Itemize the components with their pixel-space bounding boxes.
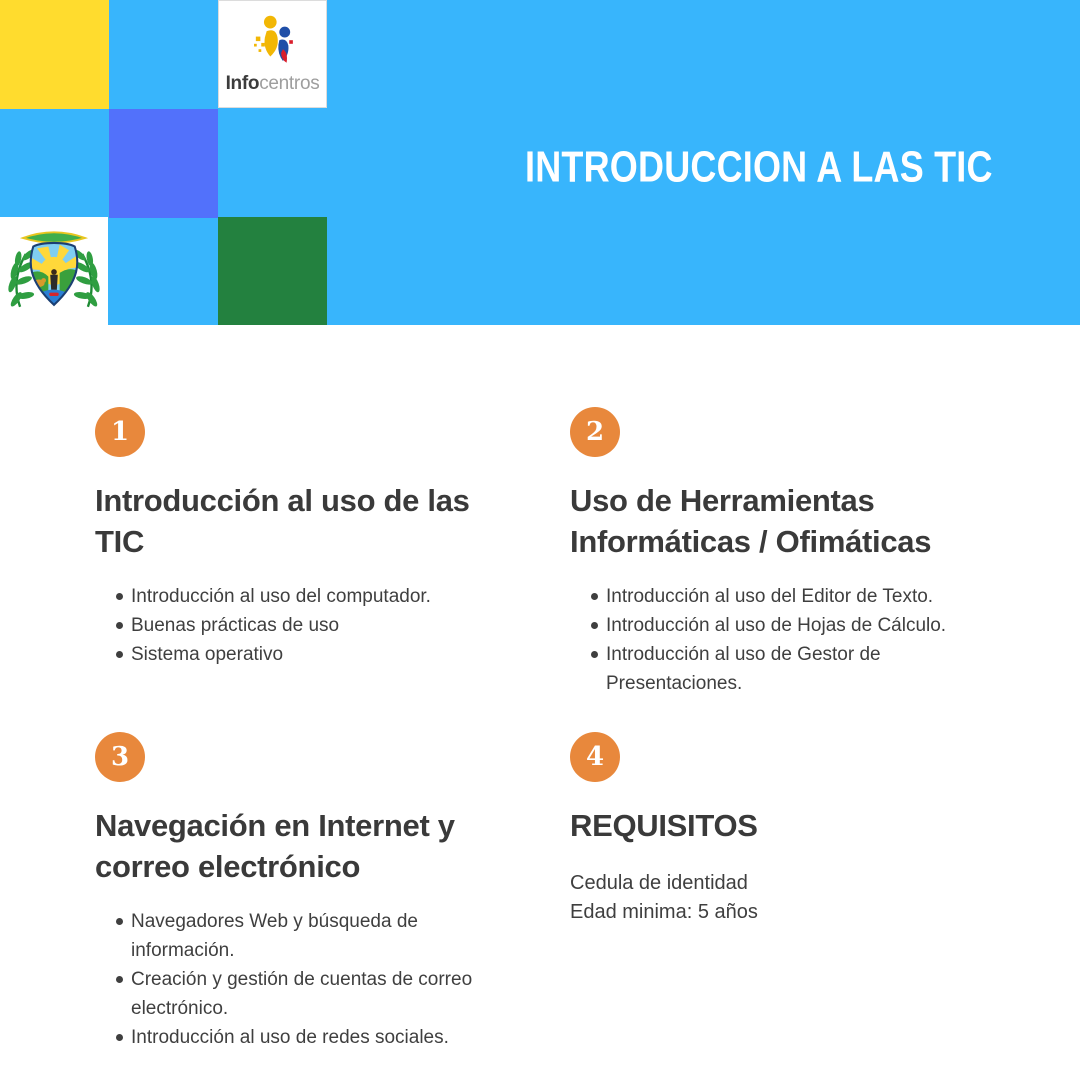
page-title: INTRODUCCION A LAS TIC [525, 141, 993, 192]
section-bullet-list [95, 582, 501, 669]
bullet-item: Buenas prácticas de uso [131, 611, 501, 640]
requirement-item: Edad minima: 5 años [570, 901, 758, 923]
decor-square-yellow [0, 0, 109, 109]
decor-square-green [218, 217, 327, 325]
header-banner [0, 0, 1080, 325]
infocentros-wordmark [226, 73, 320, 95]
section-title: Uso de Herramientas Informáticas / Ofimáticas [570, 483, 932, 559]
section-ofimatica [570, 407, 1030, 698]
infocentros-people-icon [245, 14, 301, 70]
infocentros-wordmark-light: centros [259, 72, 320, 94]
bullet-item: Introducción al uso de Hojas de Cálculo. [606, 611, 976, 640]
section-number-badge: 2 [570, 407, 620, 457]
municipal-crest [0, 217, 108, 325]
bullet-item: Introducción al uso de Gestor de Presentaciones. [606, 640, 976, 698]
decor-square-violet [109, 109, 218, 218]
section-bullet-list [570, 582, 976, 698]
requirements-list [570, 869, 1030, 927]
bullet-item: Introducción al uso de redes sociales. [131, 1023, 501, 1052]
requirement-item: Cedula de identidad [570, 872, 748, 894]
municipal-coat-of-arms-icon [5, 223, 103, 319]
section-number-badge: 4 [570, 732, 620, 782]
bullet-item: Navegadores Web y búsqueda de información. [131, 907, 501, 965]
bullet-item: Introducción al uso del computador. [131, 582, 501, 611]
bullet-item: Sistema operativo [131, 640, 501, 669]
section-intro-tic [95, 407, 555, 669]
section-number-badge: 3 [95, 732, 145, 782]
bullet-item: Creación y gestión de cuentas de correo electrónico. [131, 965, 501, 1023]
section-title: Navegación en Internet y correo electrónico [95, 808, 455, 884]
section-requisitos [570, 732, 1030, 927]
section-title: REQUISITOS [570, 808, 758, 843]
section-number-badge: 1 [95, 407, 145, 457]
bullet-item: Introducción al uso del Editor de Texto. [606, 582, 976, 611]
infocentros-wordmark-bold: Info [225, 72, 260, 94]
infocentros-logo [218, 0, 327, 108]
section-title: Introducción al uso de las TIC [95, 483, 470, 559]
section-bullet-list [95, 907, 501, 1052]
section-internet [95, 732, 555, 1052]
